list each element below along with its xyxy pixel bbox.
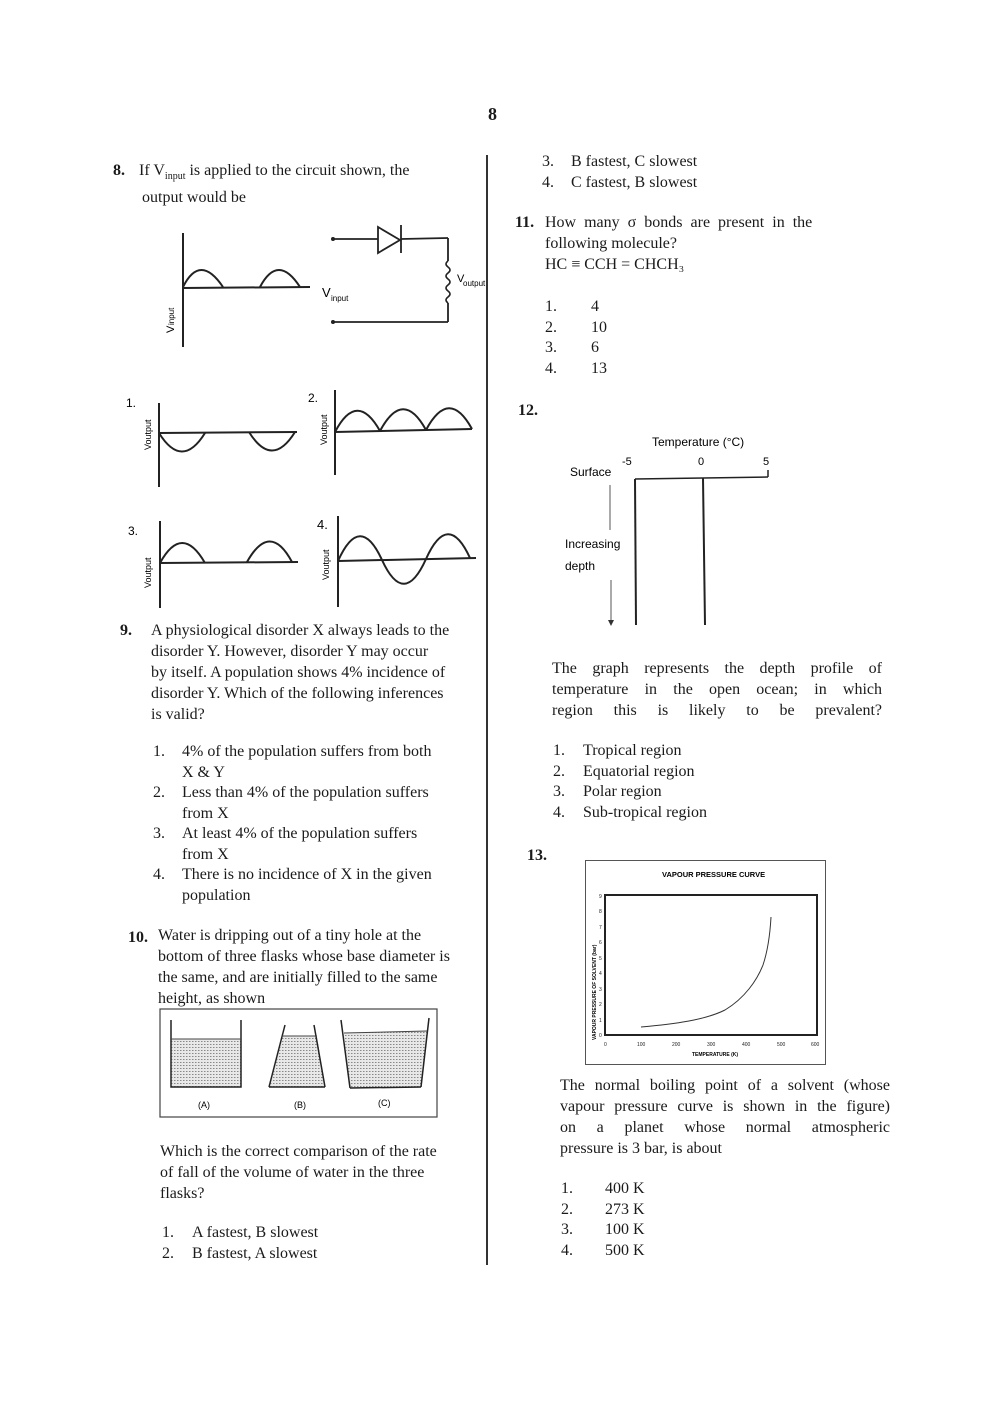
option-label: 3. xyxy=(128,524,139,538)
option-number: 2. xyxy=(162,1244,174,1262)
option-text: Equatorial region xyxy=(583,762,695,780)
axis-label: Voutput xyxy=(143,419,153,450)
svg-text:500: 500 xyxy=(777,1042,786,1048)
page-number: 8 xyxy=(488,104,497,124)
option-text: A fastest, B slowest xyxy=(192,1224,319,1241)
profile-line-a xyxy=(635,479,636,625)
question-text: on a planet whose normal atmospheric xyxy=(560,1119,890,1136)
surface-label: Surface xyxy=(570,465,612,479)
option-number: 3. xyxy=(561,1221,573,1238)
option-text: B fastest, A slowest xyxy=(192,1244,318,1262)
svg-text:1: 1 xyxy=(599,1018,602,1024)
option-number: 1. xyxy=(561,1180,573,1197)
option-2[interactable] xyxy=(153,783,483,824)
option-4[interactable] xyxy=(561,1241,761,1262)
option-number: 2. xyxy=(153,784,165,801)
question-text: is valid? xyxy=(151,706,205,723)
question-10 xyxy=(128,925,488,1009)
svg-text:100: 100 xyxy=(637,1042,646,1048)
svg-text:4: 4 xyxy=(599,971,602,977)
flask-label-b: (B) xyxy=(294,1100,306,1110)
option-text: 13 xyxy=(591,359,607,377)
question-9 xyxy=(120,620,485,725)
question-number: 8. xyxy=(113,162,125,179)
svg-text:3: 3 xyxy=(599,987,602,993)
option-text: 6 xyxy=(591,339,599,356)
option-4-graph[interactable] xyxy=(300,512,485,612)
question-10-prompt xyxy=(160,1141,485,1204)
option-number: 3. xyxy=(553,783,565,800)
option-text: B fastest, C slowest xyxy=(571,153,698,170)
option-4[interactable] xyxy=(153,865,483,906)
option-number: 2. xyxy=(545,318,557,336)
question-text: temperature in the open ocean; in which xyxy=(552,681,882,698)
subscript: input xyxy=(164,171,186,183)
question-text: flasks? xyxy=(160,1185,205,1202)
option-text: C fastest, B slowest xyxy=(571,173,698,191)
option-3[interactable] xyxy=(553,782,853,803)
tick-0: 0 xyxy=(698,456,705,468)
flask-label-a: (A) xyxy=(198,1100,210,1110)
question-text: is applied to the circuit shown, the xyxy=(185,162,410,179)
circuit-output-label: V xyxy=(457,273,465,285)
option-text: At least 4% of the population suffers xyxy=(182,825,418,842)
option-3[interactable] xyxy=(542,152,862,173)
option-number: 4. xyxy=(153,866,165,883)
svg-text:0: 0 xyxy=(599,1033,602,1039)
question-text: by itself. A population shows 4% incidence of xyxy=(151,664,446,681)
circuit-output-sub: output xyxy=(463,279,486,288)
question-text: bottom of three flasks whose base diameter is xyxy=(158,948,450,965)
question-13 xyxy=(560,1075,890,1159)
tick-minus-5: -5 xyxy=(622,456,632,468)
depth-label: Increasing xyxy=(565,537,621,551)
diode-circuit-diagram xyxy=(320,215,490,340)
question-number: 10. xyxy=(128,929,148,946)
option-1[interactable] xyxy=(153,742,483,783)
question-text: height, as shown xyxy=(158,990,266,1007)
svg-text:7: 7 xyxy=(599,925,602,931)
option-3[interactable] xyxy=(153,824,483,865)
question-text: vapour pressure curve is shown in the figure) xyxy=(560,1098,890,1115)
question-text: region this is likely to be prevalent? xyxy=(552,702,882,719)
axis-label: Voutput xyxy=(321,549,331,580)
svg-text:300: 300 xyxy=(707,1042,716,1048)
question-text: disorder Y. However, disorder Y may occur xyxy=(151,643,429,660)
flasks-diagram xyxy=(159,1008,439,1120)
option-text: 273 K xyxy=(605,1200,645,1218)
question-11 xyxy=(515,212,835,275)
option-number: 4. xyxy=(553,803,565,821)
question-text: the same, and are initially filled to the same xyxy=(158,969,438,986)
option-1[interactable] xyxy=(553,741,853,762)
option-1[interactable] xyxy=(545,297,745,318)
svg-text:600: 600 xyxy=(811,1042,820,1048)
resistor-icon xyxy=(446,261,450,303)
arrow-down-icon xyxy=(608,620,614,626)
question-number: 13. xyxy=(527,847,547,864)
diode-icon xyxy=(378,227,400,253)
question-10-options-1-2 xyxy=(162,1223,482,1264)
option-number: 2. xyxy=(561,1200,573,1218)
svg-text:5: 5 xyxy=(599,956,602,962)
option-number: 2. xyxy=(553,762,565,780)
option-3-graph[interactable] xyxy=(120,518,310,618)
axis-label: V xyxy=(165,325,177,333)
question-number: 11. xyxy=(515,214,535,231)
svg-text:0: 0 xyxy=(604,1042,607,1048)
y-axis-label: VAPOUR PRESSURE OF SOLVENT (bar) xyxy=(592,944,598,1040)
option-label: 1. xyxy=(126,396,137,410)
question-text: output would be xyxy=(142,189,246,207)
option-1-graph[interactable] xyxy=(120,390,310,490)
question-text: The graph represents the depth profile of xyxy=(552,660,882,677)
graph-title: Temperature (°C) xyxy=(652,435,745,449)
option-3[interactable] xyxy=(545,338,745,359)
option-number: 1. xyxy=(162,1224,174,1241)
axis-label: Voutput xyxy=(319,414,329,445)
tick-5: 5 xyxy=(763,456,770,468)
option-number: 1. xyxy=(153,743,165,760)
option-number: 4. xyxy=(545,359,557,377)
option-label: 2. xyxy=(308,391,319,405)
option-3[interactable] xyxy=(561,1220,761,1241)
option-number: 1. xyxy=(553,742,565,759)
option-2[interactable] xyxy=(561,1200,761,1221)
option-text: Polar region xyxy=(583,783,662,800)
svg-text:8: 8 xyxy=(599,909,602,915)
question-number: 9. xyxy=(120,622,132,639)
question-text: How many σ bonds are present in the xyxy=(545,214,813,231)
molecule-formula: HC ≡ CCH = CHCH₃ xyxy=(545,256,685,273)
question-11-options xyxy=(545,297,745,379)
depth-label: depth xyxy=(565,559,596,573)
x-axis-label: TEMPERATURE (K) xyxy=(692,1052,739,1058)
flask-label-c: (C) xyxy=(378,1098,391,1108)
option-number: 4. xyxy=(561,1241,573,1259)
option-number: 1. xyxy=(545,298,557,315)
option-2[interactable] xyxy=(545,318,745,339)
question-text: The normal boiling point of a solvent (whose xyxy=(560,1077,890,1094)
option-text: population xyxy=(182,886,251,904)
option-number: 3. xyxy=(153,825,165,842)
svg-text:400: 400 xyxy=(742,1042,751,1048)
option-number: 3. xyxy=(542,153,554,170)
option-text: 4% of the population suffers from both xyxy=(182,743,432,760)
svg-text:6: 6 xyxy=(599,940,602,946)
question-13-options xyxy=(561,1179,761,1261)
option-text: There is no incidence of X in the given xyxy=(182,866,432,883)
option-number: 3. xyxy=(545,339,557,356)
question-text: If V xyxy=(139,162,165,179)
question-9-options xyxy=(153,742,483,906)
svg-text:2: 2 xyxy=(599,1002,602,1008)
profile-line-b xyxy=(703,478,705,625)
question-12-options xyxy=(553,741,853,823)
option-1[interactable] xyxy=(561,1179,761,1200)
question-text: of fall of the volume of water in the three xyxy=(160,1164,425,1181)
option-text: from X xyxy=(182,804,229,822)
question-text: Which is the correct comparison of the rate xyxy=(160,1143,437,1160)
option-text: Less than 4% of the population suffers xyxy=(182,784,429,801)
option-number: 4. xyxy=(542,173,554,191)
question-text: A physiological disorder X always leads to the xyxy=(151,622,450,639)
option-text: 100 K xyxy=(605,1221,645,1238)
option-2-graph[interactable] xyxy=(300,385,485,485)
option-text: Sub-tropical region xyxy=(583,803,707,821)
option-label: 4. xyxy=(317,517,328,532)
question-8 xyxy=(113,160,483,208)
option-2[interactable] xyxy=(553,762,853,783)
option-text: 4 xyxy=(591,298,599,315)
axis-label-sub: input xyxy=(167,307,176,325)
axis-label: Voutput xyxy=(143,557,153,588)
question-10-options-3-4 xyxy=(542,152,862,193)
vapour-pressure-chart xyxy=(585,860,827,1066)
circuit-input-label: V xyxy=(322,285,331,300)
ocean-temperature-graph xyxy=(555,430,785,630)
question-text: Water is dripping out of a tiny hole at the xyxy=(158,927,422,944)
option-text: 10 xyxy=(591,318,607,336)
question-text: following molecule? xyxy=(545,235,677,252)
option-4[interactable] xyxy=(545,359,745,380)
option-text: Tropical region xyxy=(583,742,682,759)
option-4[interactable] xyxy=(553,803,853,824)
svg-text:9: 9 xyxy=(599,894,602,900)
option-text: from X xyxy=(182,845,229,863)
option-text: 400 K xyxy=(605,1180,645,1197)
option-2[interactable] xyxy=(162,1244,482,1265)
svg-text:200: 200 xyxy=(672,1042,681,1048)
circuit-input-sub: input xyxy=(331,294,349,303)
question-text: pressure is 3 bar, is about xyxy=(560,1140,722,1157)
chart-title: VAPOUR PRESSURE CURVE xyxy=(662,870,766,879)
question-number: 12. xyxy=(518,402,538,419)
option-text: X & Y xyxy=(182,763,225,781)
input-waveform-graph xyxy=(150,225,320,350)
option-1[interactable] xyxy=(162,1223,482,1244)
question-12 xyxy=(552,658,882,721)
option-text: 500 K xyxy=(605,1241,645,1259)
question-text: disorder Y. Which of the following inferences xyxy=(151,685,444,702)
option-4[interactable] xyxy=(542,173,862,194)
